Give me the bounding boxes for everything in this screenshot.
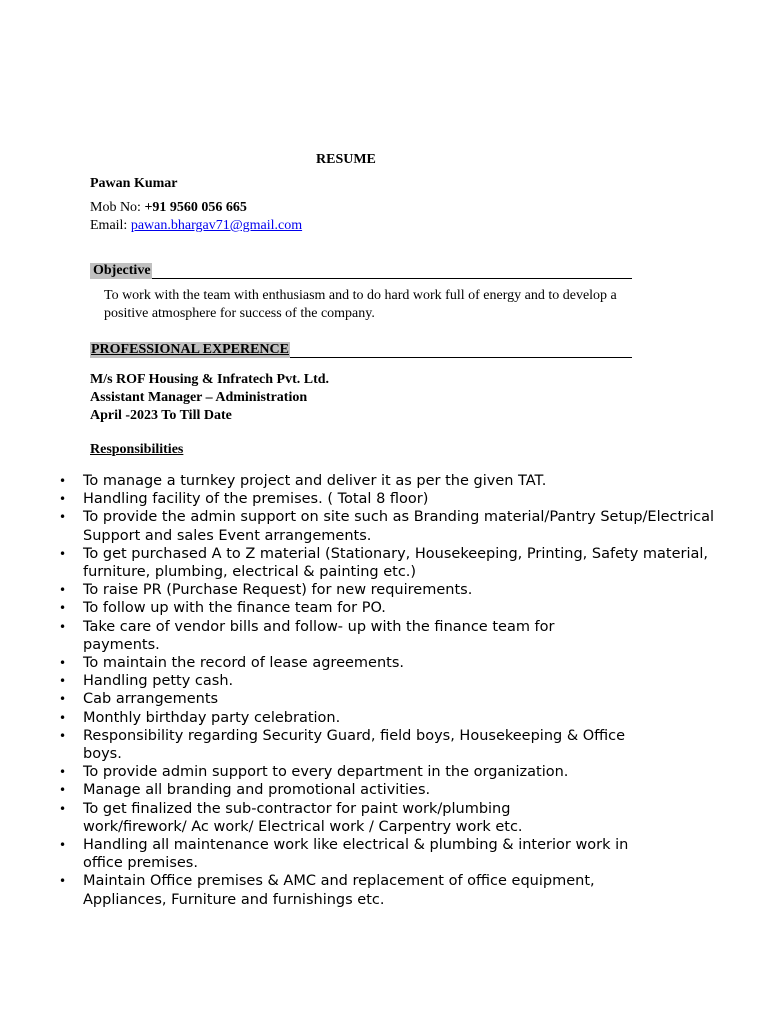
list-item xyxy=(58,654,758,672)
mobile-value: +91 9560 056 665 xyxy=(144,200,247,215)
list-item xyxy=(58,690,758,708)
responsibilities-list xyxy=(58,472,758,909)
resume-title: RESUME xyxy=(316,152,376,167)
bullet-icon: • xyxy=(59,874,67,889)
list-item-text: Manage all branding and promotional activities. xyxy=(83,782,431,799)
job-role: Assistant Manager – Administration xyxy=(90,390,308,405)
bullet-icon: • xyxy=(59,510,67,525)
bullet-icon: • xyxy=(59,492,67,507)
list-item xyxy=(58,872,643,908)
job-details xyxy=(90,371,329,425)
company-name: M/s ROF Housing & Infratech Pvt. Ltd. xyxy=(90,372,330,387)
list-item-text: Take care of vendor bills and follow- up with the finance team for payments. xyxy=(83,618,555,653)
list-item xyxy=(58,581,758,599)
list-item xyxy=(58,508,758,544)
mobile-number xyxy=(90,200,247,216)
bullet-icon: • xyxy=(59,710,67,725)
list-item xyxy=(58,472,758,490)
bullet-icon: • xyxy=(59,783,67,798)
list-item xyxy=(58,618,583,654)
objective-heading xyxy=(90,261,632,279)
list-item-text: To raise PR (Purchase Request) for new requirements. xyxy=(83,582,473,599)
list-item xyxy=(58,836,663,872)
list-item-text: To follow up with the finance team for PO. xyxy=(83,600,386,617)
list-item-text: Handling all maintenance work like electrical & plumbing & interior work in office premises. xyxy=(83,837,629,872)
experience-heading xyxy=(90,340,632,358)
job-period: April -2023 To Till Date xyxy=(90,408,232,423)
list-item xyxy=(58,490,758,508)
bullet-icon: • xyxy=(59,474,67,488)
bullet-icon: • xyxy=(59,601,67,616)
list-item-text: Cab arrangements xyxy=(83,691,219,708)
bullet-icon: • xyxy=(59,656,67,671)
list-item-text: To get purchased A to Z material (Stationary, Housekeeping, Printing, Safety material, furniture, plumbing, electrical & painting etc.) xyxy=(83,545,709,581)
list-item-text: To get finalized the sub-contractor for paint work/plumbing work/firework/ Ac work/ Electrical work / Carpentry work etc. xyxy=(83,800,523,835)
list-item-text: Maintain Office premises & AMC and replacement of office equipment, Appliances, Furniture and furnishings etc. xyxy=(83,873,595,908)
list-item xyxy=(58,709,758,727)
list-item xyxy=(58,599,758,617)
bullet-icon: • xyxy=(59,583,67,598)
list-item xyxy=(58,672,758,690)
list-item-text: To manage a turnkey project and deliver it as per the given TAT. xyxy=(83,473,547,489)
bullet-icon: • xyxy=(59,619,67,634)
candidate-name: Pawan Kumar xyxy=(90,176,178,191)
list-item xyxy=(58,781,758,799)
bullet-icon: • xyxy=(59,692,67,707)
list-item-text: To provide admin support to every department in the organization. xyxy=(83,764,569,781)
email-link[interactable]: pawan.bhargav71@gmail.com xyxy=(130,218,303,233)
list-item xyxy=(58,545,758,581)
list-item-text: Handling facility of the premises. ( Total 8 floor) xyxy=(83,491,429,508)
list-item-text: To maintain the record of lease agreements. xyxy=(83,655,404,672)
list-item-text: To provide the admin support on site such as Branding material/Pantry Setup/Electrical Support and sales Event arrangements. xyxy=(83,509,715,544)
bullet-icon: • xyxy=(59,546,67,561)
bullet-icon: • xyxy=(59,728,67,743)
bullet-icon: • xyxy=(59,674,67,689)
bullet-icon: • xyxy=(59,765,67,780)
list-item-text: Handling petty cash. xyxy=(83,673,234,690)
list-item xyxy=(58,763,758,781)
mobile-label: Mob No: xyxy=(90,200,145,215)
email xyxy=(90,218,302,234)
list-item-text: Monthly birthday party celebration. xyxy=(83,709,341,726)
objective-text: To work with the team with enthusiasm and to do hard work full of energy and to develop a positive atmosphere for success of the company. xyxy=(104,288,617,321)
list-item xyxy=(58,800,563,836)
responsibilities-heading: Responsibilities xyxy=(90,442,184,457)
bullet-icon: • xyxy=(59,801,67,816)
bullet-icon: • xyxy=(59,838,67,853)
email-label: Email: xyxy=(90,218,131,233)
list-item xyxy=(58,727,628,763)
list-item-text: Responsibility regarding Security Guard, field boys, Housekeeping & Office boys. xyxy=(83,727,626,763)
objective-heading-label: Objective xyxy=(90,263,152,279)
experience-heading-label: PROFESSIONAL EXPERENCE xyxy=(91,342,289,357)
